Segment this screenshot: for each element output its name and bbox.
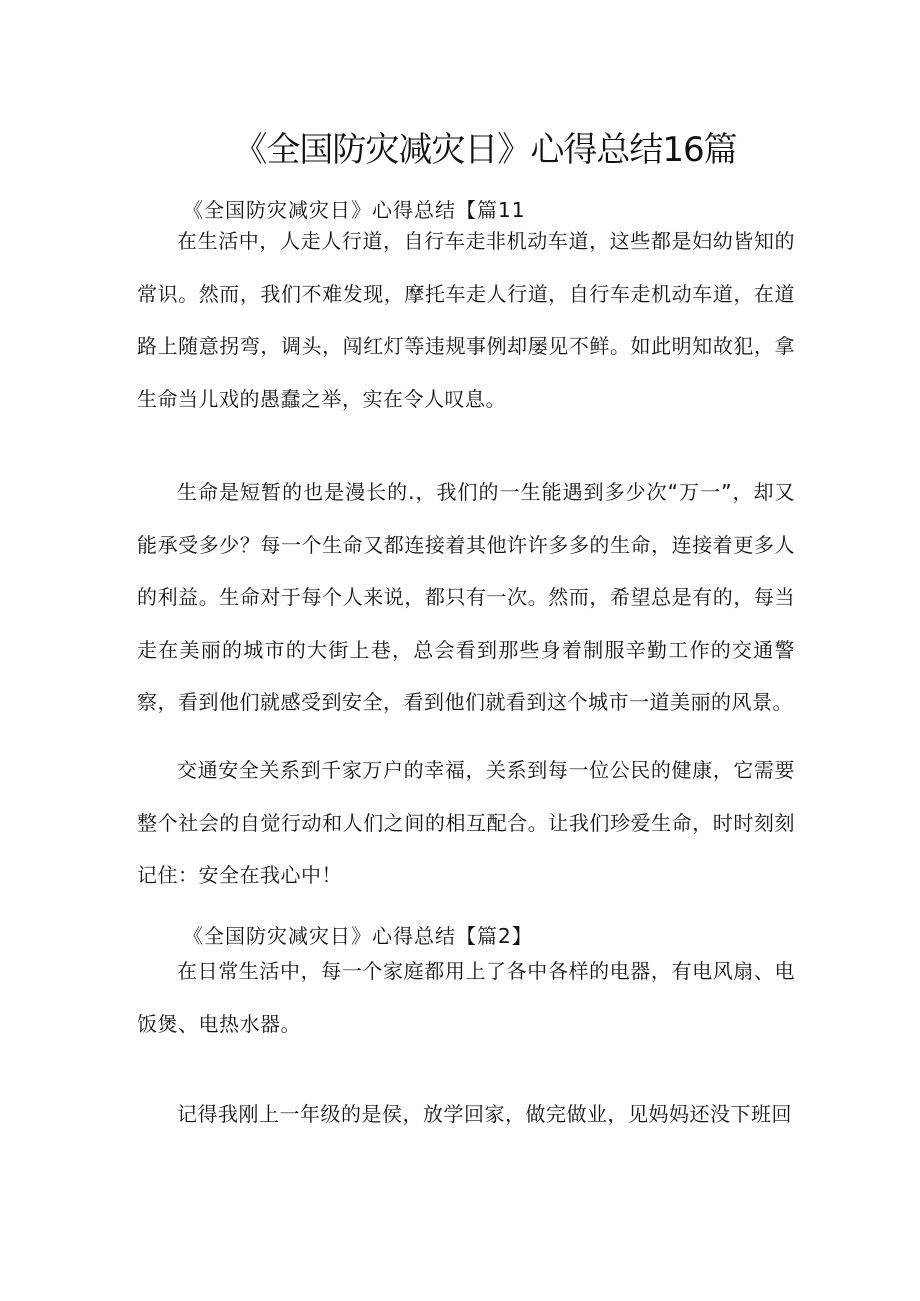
document-title: 《全国防灾减灾日》心得总结16篇 <box>233 130 737 170</box>
paragraph: 记得我刚上一年级的是侯，放学回家，做完做业，见妈妈还没下班回 <box>177 1102 792 1126</box>
paragraph: 交通安全关系到千家万户的幸福，关系到每一位公民的健康，它需要整个社会的自觉行动和人们之间的相互配合。让我们珍爱生命，时时刻刻记住：安全在我心中！ <box>137 758 795 887</box>
paragraph: 在生活中，人走人行道，自行车走非机动车道，这些都是妇幼皆知的常识。然而，我们不难发现，摩托车走人行道，自行车走机动车道，在道路上随意拐弯，调头，闯红灯等违规事例却屡见不鲜。如此明知故犯，拿生命当儿戏的愚蠢之举，实在令人叹息。 <box>137 229 795 411</box>
paragraph: 在日常生活中，每一个家庭都用上了各中各样的电器，有电风扇、电饭煲、电热水器。 <box>137 959 795 1036</box>
section-heading-1: 《全国防灾减灾日》心得总结【篇11 <box>183 198 526 222</box>
section-heading-2: 《全国防灾减灾日》心得总结【篇2】 <box>183 924 533 948</box>
paragraph: 生命是短暂的也是漫长的.，我们的一生能遇到多少次“万一”，却又能承受多少？每一个生命又都连接着其他许许多多的生命，连接着更多人的利益。生命对于每个人来说，都只有一次。然而，希望总是有的，每当走在美丽的城市的大街上巷，总会看到那些身着制服辛勤工作的交通警察，看到他们就感受到安全，看到他们就看到这个城市一道美丽的风景。 <box>137 480 795 714</box>
